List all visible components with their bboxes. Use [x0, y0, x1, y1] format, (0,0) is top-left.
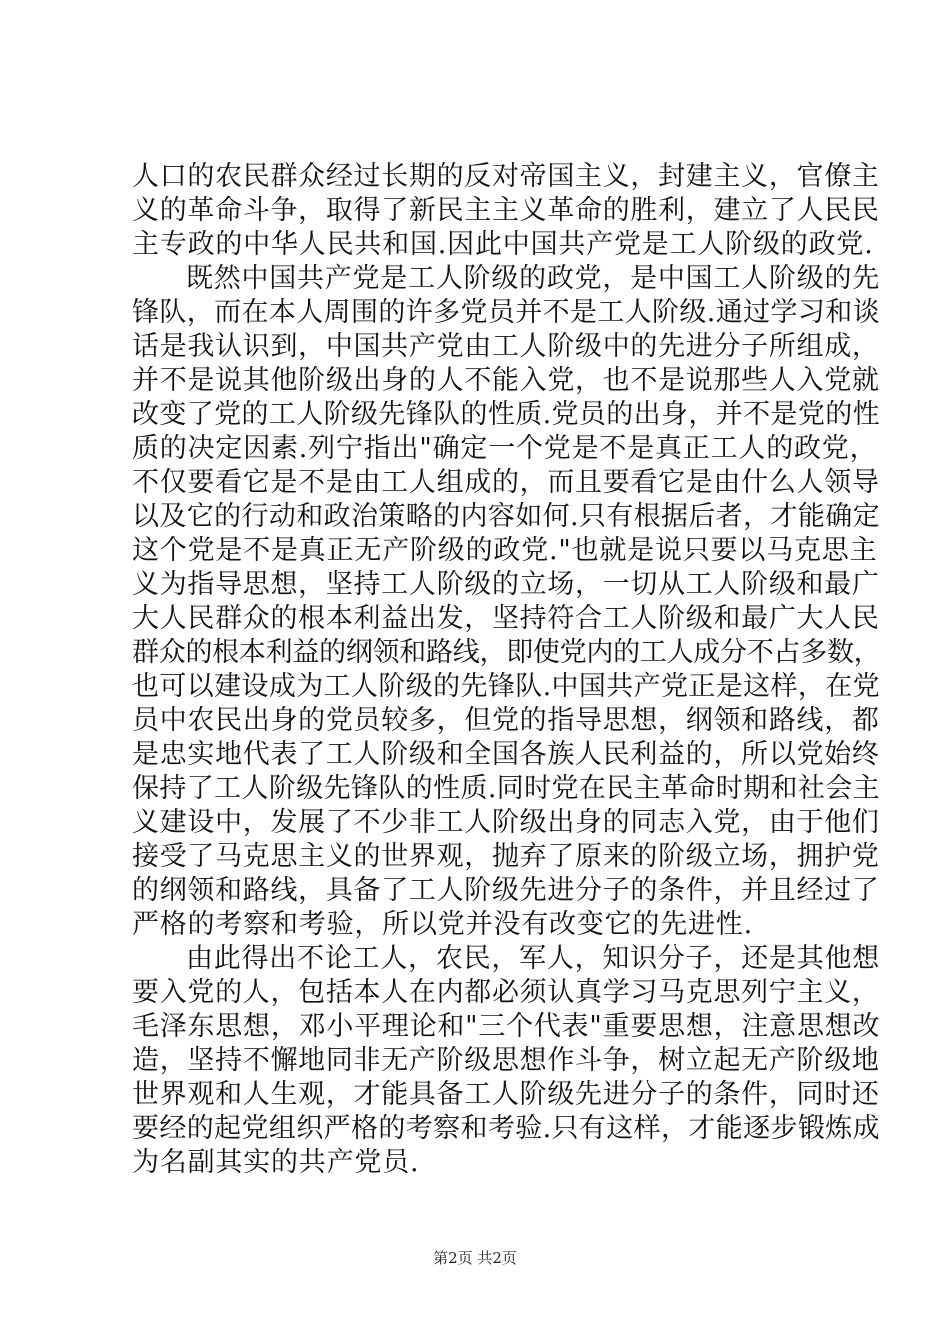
text-line: 质的决定因素.列宁指出"确定一个党是不是真正工人的政党，	[132, 433, 878, 464]
paragraph-first-line: 既然中国共产党是工人阶级的政党，是中国工人阶级的先	[186, 263, 880, 294]
text-line: 保持了工人阶级先锋队的性质.同时党在民主革命时期和社会主	[132, 773, 880, 804]
text-line: 要入党的人，包括本人在内都必须认真学习马克思列宁主义，	[132, 977, 880, 1008]
page-number-footer: 第2页 共2页	[433, 1249, 517, 1267]
text-line: 接受了马克思主义的世界观，抛弃了原来的阶级立场，拥护党	[132, 841, 880, 872]
text-line: 这个党是不是真正无产阶级的政党."也就是说只要以马克思主	[132, 535, 878, 566]
text-line: 并不是说其他阶级出身的人不能入党，也不是说那些人入党就	[132, 365, 880, 396]
text-line: 人口的农民群众经过长期的反对帝国主义，封建主义，官僚主	[132, 161, 880, 192]
text-line: 世界观和人生观，才能具备工人阶级先进分子的条件，同时还	[132, 1079, 880, 1110]
text-line: 要经的起党组织严格的考察和考验.只有这样，才能逐步锻炼成	[132, 1113, 880, 1144]
text-line: 话是我认识到，中国共产党由工人阶级中的先进分子所组成，	[132, 331, 880, 362]
text-line: 员中农民出身的党员较多，但党的指导思想，纲领和路线，都	[132, 705, 880, 736]
text-line: 也可以建设成为工人阶级的先锋队.中国共产党正是这样，在党	[132, 671, 880, 702]
text-line: 锋队，而在本人周围的许多党员并不是工人阶级.通过学习和谈	[132, 297, 880, 328]
text-line: 主专政的中华人民共和国.因此中国共产党是工人阶级的政党.	[132, 229, 874, 260]
paragraph-first-line: 由此得出不论工人，农民，军人，知识分子，还是其他想	[186, 943, 880, 974]
text-line: 改变了党的工人阶级先锋队的性质.党员的出身，并不是党的性	[132, 399, 880, 430]
text-line: 为名副其实的共产党员.	[132, 1147, 420, 1178]
text-line: 以及它的行动和政治策略的内容如何.只有根据后者，才能确定	[132, 501, 880, 532]
text-line: 大人民群众的根本利益出发，坚持符合工人阶级和最广大人民	[132, 603, 880, 634]
text-line: 义的革命斗争，取得了新民主主义革命的胜利，建立了人民民	[132, 195, 880, 226]
text-line: 群众的根本利益的纲领和路线，即使党内的工人成分不占多数，	[132, 637, 881, 668]
text-line: 的纲领和路线，具备了工人阶级先进分子的条件，并且经过了	[132, 875, 880, 906]
text-line: 是忠实地代表了工人阶级和全国各族人民利益的，所以党始终	[132, 739, 880, 770]
text-line: 义为指导思想，坚持工人阶级的立场，一切从工人阶级和最广	[132, 569, 880, 600]
text-line: 义建设中，发展了不少非工人阶级出身的同志入党，由于他们	[132, 807, 880, 838]
text-line: 不仅要看它是不是由工人组成的，而且要看它是由什么人领导	[132, 467, 880, 498]
text-line: 毛泽东思想，邓小平理论和"三个代表"重要思想，注意思想改	[132, 1011, 881, 1042]
text-line: 严格的考察和考验，所以党并没有改变它的先进性.	[132, 909, 753, 940]
text-line: 造，坚持不懈地同非无产阶级思想作斗争，树立起无产阶级地	[132, 1045, 880, 1076]
